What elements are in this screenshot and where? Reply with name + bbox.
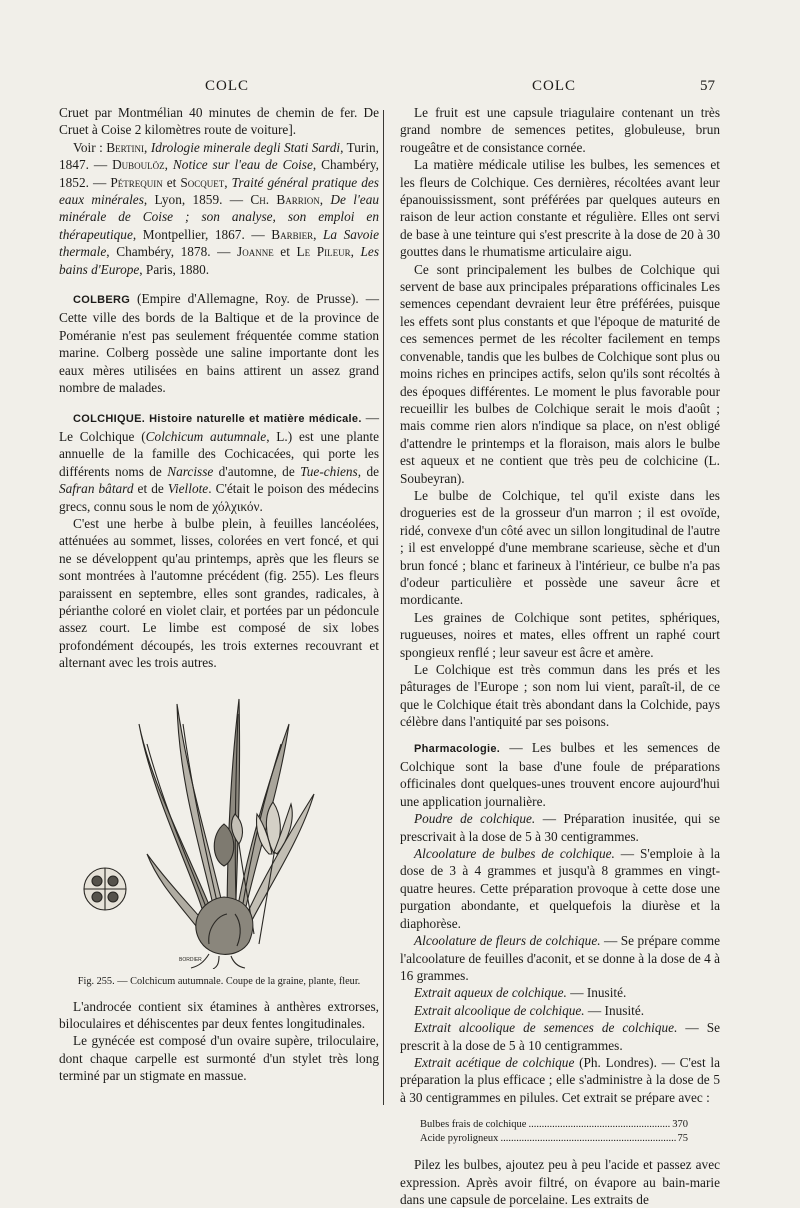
right-column [400, 104, 720, 1208]
author-barrion: Ch. Barrion [250, 192, 320, 208]
extrait-aqueux-paragraph: Extrait aqueux de colchique. — Inusité. [414, 985, 627, 1001]
author-socquet: Socquet [180, 174, 225, 190]
running-head-right: COLC [532, 78, 577, 94]
colchique-entry: COLCHIQUE. Histoire naturelle et matière médicale. — Le Colchique (Colchicum autumnale, L.) est une plante annuelle de la famille des Cochicacées, qui porte les différents noms de Narcisse d'automne, de Tue-chiens, de Safran bâtard et de Viellote. C'était le poison des médecins grecs, connu sous le nom de χόλχικόν. [59, 409, 379, 514]
cruet-paragraph: Cruet par Montmélian 40 minutes de chemin de fer. De Cruet à Coise 2 kilomètres route de voiture]. [59, 105, 379, 138]
author-barbier: Barbier [271, 226, 314, 242]
herbe-paragraph: C'est une herbe à bulbe plein, à feuilles lancéolées, atténuées au sommet, lisses, colorées en vert foncé, et qui ne se développent qu'au printemps, après que les fleurs se sont montrées à l'automne précédent (fig. 255). Les fleurs paraissent en septembre, elles sont grandes, radicales, à périanthe coloré en violet clair, et portées par un pédoncule assez court. Le limbe est composé de six lobes profondément découpés, les trois externes recouvrant et alternant avec les trois autres. [59, 515, 379, 671]
column-rule [383, 110, 384, 1105]
running-head-left: COLC [205, 78, 250, 94]
bulbe-description-paragraph: Le bulbe de Colchique, tel qu'il existe dans les drogueries est de la grosseur d'un marron ; il est ovoïde, ridé, convexe d'un côté avec un sillon longitudinal de l'autre ; il est enveloppé d'une membrane scarieuse, sèche et d'un brun foncé ; blanc et farineux à l'intérieur, ce bulbe n'a pas d'odeur particulière et possède une saveur âcre et mordicante. [400, 487, 720, 608]
left-column [59, 104, 379, 1085]
fruit-paragraph: Le fruit est une capsule triagulaire contenant un très grand nombre de semences petites, globuleuse, brun rougeâtre et de consistance cornée. [400, 105, 720, 155]
graines-paragraph: Les graines de Colchique sont petites, sphériques, rugueuses, noires et mates, elles offrent un raphé court spongieux renflé ; leur saveur est âcre et amère. [400, 609, 720, 660]
extrait-alcoolique-paragraph: Extrait alcoolique de colchique. — Inusité. [414, 1002, 645, 1018]
gynecee-paragraph: Le gynécée est composé d'un ovaire supère, triloculaire, dont chaque carpelle est surmonté d'un stylet très long terminé par un stigmate en massue. [59, 1033, 379, 1084]
pharmacologie-paragraph: Pharmacologie. — Les bulbes et les semences de Colchique sont la base d'une foule de préparations officinales dont quelques-unes trouvent encore aujourd'hui une application journalière. [400, 739, 720, 809]
poudre-paragraph: Poudre de colchique. — Préparation inusitée, qui se prescrivait à la dose de 5 à 30 centigrammes. [400, 811, 720, 844]
commun-paragraph: Le Colchique est très commun dans les prés et les pâturages de l'Europe ; son nom lui vient, paraît-il, de ce que le Colchique était très abondant dans la Colchide, pays célèbre dans l'antiquité par ses poisons. [400, 662, 720, 730]
pilez-paragraph: Pilez les bulbes, ajoutez peu à peu l'acide et passez avec expression. Après avoir filtré, on évapore au bain-marie dans une capsule de porcelaine. Les extraits de [400, 1157, 720, 1207]
recipe-ingredient: Acide pyroligneux [420, 1133, 499, 1145]
colberg-entry: COLBERG (Empire d'Allemagne, Roy. de Prusse). — Cette ville des bords de la Baltique et de la province de Poméranie n'est pas seulement fréquentée comme station marine. Colberg possède une saline importante dont les eaux mères utilisées en bains attirent un assez grand nombre de malades. [59, 291, 379, 396]
page-number: 57 [700, 78, 715, 94]
colchique-heading: COLCHIQUE. Histoire naturelle et matière médicale. [73, 412, 362, 425]
title-petrequin: Traité général pratique des eaux minérales [59, 174, 379, 208]
leader-dots [500, 1132, 675, 1146]
author-joanne: Joanne [237, 244, 274, 260]
author-lepileur: Le Pileur [296, 244, 351, 260]
references-paragraph: Voir : Bertini, Idrologie minerale degli Stati Sardi, Turin, 1847. — Duboulöz, Notice sur l'eau de Coise, Chambéry, 1852. — Pétrequin et Socquet, Traité général pratique des eaux minérales, Lyon, 1859. — Ch. Barrion, De l'eau minérale de Coise ; son analyse, son emploi en thérapeutique, Montpellier, 1867. — Barbier, La Savoie thermale, Chambéry, 1878. — Joanne et Le Pileur, Les bains d'Europe, Paris, 1880. [59, 139, 380, 277]
recipe-quantity: 370 [672, 1119, 688, 1131]
author-duboul: Duboulöz [112, 157, 165, 173]
recipe-ingredient: Bulbes frais de colchique [420, 1119, 527, 1131]
author-bertini: Bertini [106, 139, 145, 155]
colchicum-illustration [59, 684, 379, 969]
colchicum-figure [59, 684, 379, 969]
title-joanne: Les bains d'Europe [59, 244, 379, 277]
matiere-paragraph: La matière médicale utilise les bulbes, les semences et les fleurs de Colchique. Ces dernières, récoltées avant leur épanouississment, sont préférées par quelques auteurs en raison de leur action constante et régulière. Elles ont servi de base à une teinture qui s'est prescrite à la dose de 20 à 30 gouttes dans le rhumatisme articulaire aigu. [400, 157, 720, 260]
alcoolature-bulbes-paragraph: Alcoolature de bulbes de colchique. — S'emploie à la dose de 3 à 4 grammes et jusqu'à 8 grammes en vingt-quatre heures. Cette préparation provoque à cette dose une purgation abondante, et quelquefois la diurèse et la diaphorèse. [400, 846, 720, 931]
title-barbier: La Savoie thermale [59, 226, 380, 260]
author-petrequin: Pétrequin [110, 174, 163, 190]
title-bertini: Idrologie minerale degli Stati Sardi [150, 139, 341, 155]
bulbes-paragraph: Ce sont principalement les bulbes de Colchique qui servent de base aux principales préparations officinales Les semences cependant devraient leur être préférées, puisque les effets sont plus constants et que l'époque de maturité de ces semences permet de les récolter facilement en temps convenable, tandis que les bulbes de Colchique sont plus ou moins riches en principes actifs, selon qu'ils sont récoltés à des époques différentes. Le moment le plus favorable pour recueillir les bulbes de Colchique serait le mois d'août ; mais comme rien alors n'indique sa place, on n'est obligé d'attendre le printemps et la floraison, mais alors le bulbe est aqueux et ne contient que très peu de colchicine (L. Soubeyran). [400, 261, 720, 486]
pharmacologie-heading: Pharmacologie. [414, 742, 501, 755]
recipe-list [420, 1118, 688, 1146]
extrait-semences-paragraph: Extrait alcoolique de semences de colchique. — Se prescrit à la dose de 5 à 10 centigrammes. [400, 1020, 721, 1053]
recipe-row [420, 1118, 688, 1132]
recipe-row [420, 1132, 688, 1146]
title-duboul: Notice sur l'eau de Coise [172, 157, 313, 173]
alcoolature-fleurs-paragraph: Alcoolature de fleurs de colchique. — Se prépare comme l'alcoolature de feuilles d'aconit, et se donne à la dose de 4 à 16 grammes. [400, 933, 720, 983]
colberg-heading: COLBERG [73, 294, 131, 307]
figure-caption: Fig. 255. — Colchicum autumnale. Coupe de la graine, plante, fleur. [77, 975, 361, 987]
extrait-acetique-paragraph: Extrait acétique de colchique (Ph. Londres). — C'est la préparation la plus efficace ; elle s'administre à la dose de 5 à 30 centigrammes en pilules. Cet extrait se prépare avec : [400, 1054, 720, 1105]
recipe-quantity: 75 [677, 1133, 688, 1145]
title-barrion: De l'eau minérale de Coise ; son analyse, son emploi en thérapeutique [59, 192, 379, 242]
leader-dots [528, 1118, 670, 1132]
androcee-paragraph: L'androcée contient six étamines à anthères extrorses, biloculaires et déhiscentes par deux fentes longitudinales. [59, 998, 379, 1031]
figure-signature: BORDIER [179, 956, 202, 963]
